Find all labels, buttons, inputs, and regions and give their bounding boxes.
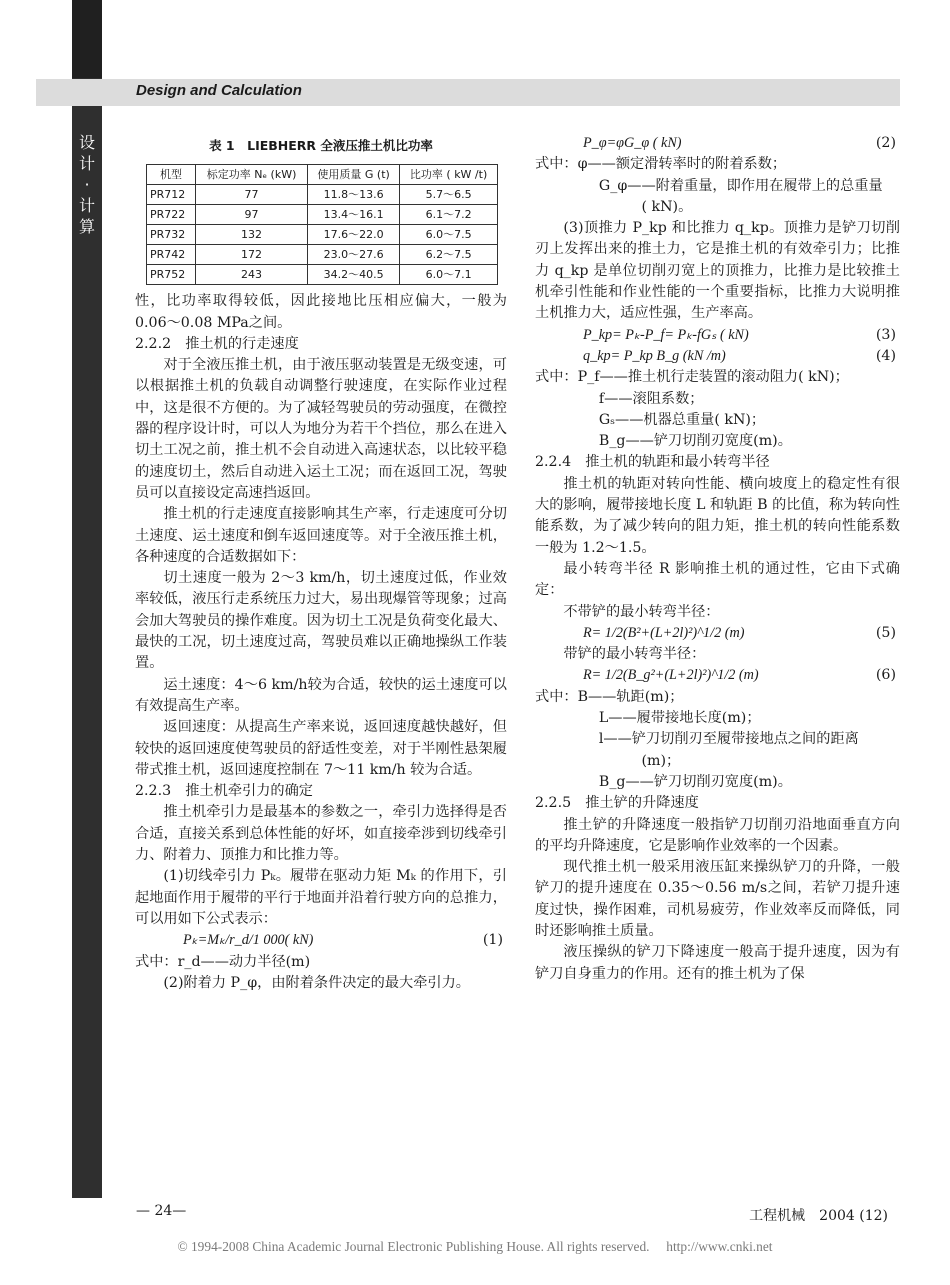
table-caption: 表 1 LIEBHERR 全液压推土机比功率 [209,138,433,153]
definition: l——铲刀切削刃至履带接地点之间的距离 [598,731,859,748]
paragraph: 带铲的最小转弯半径： [563,646,706,663]
table-header: 标定功率 Nₑ (kW) [196,165,308,185]
paragraph: 运土速度：4～6 km/h较为合适，较快的运土速度可以有效提高生产率。 [135,676,507,714]
paragraph: 推土机的轨距对转向性能、横向坡度上的稳定性有很大的影响，履带接地长度 L 和轨距 B 的比值，称为转向性能系数，为了减少转向的阻力矩，推土机的转向性能系数一般为 1.2～1.5。 [535,475,900,556]
table-cell: 34.2～40.5 [308,265,400,285]
equation-number: (4) [875,347,896,364]
table-cell: 132 [196,225,308,245]
section-side-label: 设 计 · 计 算 [78,133,95,236]
paragraph: 推土机的行走速度直接影响其生产率，行走速度可分切土速度、运土速度和倒车返回速度等。对于全液压推土机，各种速度的合适数据如下： [135,506,507,565]
table-cell: PR742 [147,245,196,265]
right-column [535,133,900,985]
paragraph: 液压操纵的铲刀下降速度一般高于提升速度，因为有铲刀自身重力的作用。还有的推土机为了保 [535,944,900,982]
equation-expression: q_kp= P_kp B_g (kN /m) [583,347,726,364]
paragraph: 现代推土机一般采用液压缸来操纵铲刀的升降，一般铲刀的提升速度在 0.35～0.56 m/s之间，若铲刀提升速度过快，操作困难，司机易疲劳，作业效率反而降低，同时还影响推土质量。 [535,859,900,939]
copyright-notice: © 1994-2008 China Academic Journal Electronic Publishing House. All rights reserved. http://www.cnki.net [177,1239,773,1254]
table-cell: 5.7～6.5 [400,185,498,205]
table-cell: 97 [196,205,308,225]
equation [535,325,900,346]
definition: (m)； [641,752,681,769]
table-row [147,245,498,265]
section-heading: 2.2.5 推土铲的升降速度 [535,795,699,812]
table-header-row [147,165,498,185]
page-number: — 24— [136,1203,187,1219]
equation-number: (6) [875,667,896,684]
definition: Gₛ——机器总重量( kN)； [598,411,766,428]
paragraph: (1)切线牵引力 Pₖ。履带在驱动力矩 Mₖ 的作用下，引起地面作用于履带的平行于地面并沿着行驶方向的总推力，可以用如下公式表示： [135,868,507,927]
equation [535,346,900,367]
equation-expression: Pₖ=Mₖ/r_d/1 000( kN) [183,932,314,949]
definition: f——滚阻系数； [598,390,704,407]
definition: 式中：B——轨距(m)； [535,688,684,705]
equation [535,623,900,644]
equation [535,665,900,686]
definition: B_g——铲刀切削刃宽度(m)。 [598,433,792,450]
table-header: 使用质量 G (t) [308,165,400,185]
table-row [147,225,498,245]
paragraph: 返回速度：从提高生产率来说，返回速度越快越好，但较快的返回速度使驾驶员的舒适性变差，对于半刚性悬架履带式推土机，返回速度控制在 7～11 km/h 较为合适。 [135,719,507,778]
equation-expression: P_kp= Pₖ-P_f= Pₖ-fGₛ ( kN) [583,326,749,343]
table-cell: 6.0～7.1 [400,265,498,285]
table-header: 比功率 ( kW /t) [400,165,498,185]
table-cell: 172 [196,245,308,265]
paragraph: 性，比功率取得较低，因此接地比压相应偏大，一般为 0.06～0.08 MPa之间。 [135,293,507,331]
table-cell: 11.8～13.6 [308,185,400,205]
table-cell: PR722 [147,205,196,225]
section-heading: 2.2.3 推土机牵引力的确定 [135,783,313,800]
equation-expression: P_φ=φG_φ ( kN) [583,135,682,151]
definition: 式中：φ——额定滑转率时的附着系数； [535,156,787,173]
table-row [147,185,498,205]
table-header: 机型 [147,165,196,185]
table-cell: PR712 [147,185,196,205]
definition: ( kN)。 [641,198,693,215]
equation-expression: R= 1/2(B²+(L+2l)²)^1/2 (m) [583,624,745,641]
definition: B_g——铲刀切削刃宽度(m)。 [598,773,792,790]
table-row [147,205,498,225]
table-cell: PR752 [147,265,196,285]
definition: 式中：P_f——推土机行走装置的滚动阻力( kN)； [535,369,849,386]
paragraph: 切土速度一般为 2～3 km/h，切土速度过低，作业效率较低，液压行走系统压力过大，易出现爆管等现象；过高会加大驾驶员的操作难度。因为切土工况是负荷变化最大、最快的工况，切土速度过高，驾驶员难以正确地操纵工作装置。 [135,570,507,672]
equation [535,133,900,154]
table-cell: 6.2～7.5 [400,245,498,265]
equation-number: (1) [482,932,503,949]
definition: G_φ——附着重量，即作用在履带上的总重量 [598,177,883,194]
table-cell: 17.6～22.0 [308,225,400,245]
equation-expression: R= 1/2(B_g²+(L+2l)²)^1/2 (m) [583,667,759,684]
paragraph: 最小转弯半径 R 影响推土机的通过性，它由下式确定： [535,560,900,599]
equation [135,930,507,951]
left-column [135,133,507,994]
section-heading: 2.2.4 推土机的轨距和最小转弯半径 [535,454,770,471]
data-table [146,164,498,285]
table-cell: PR732 [147,225,196,245]
equation-number: (2) [875,135,896,151]
table-cell: 243 [196,265,308,285]
paragraph: (3)顶推力 P_kp 和比推力 q_kp。顶推力是铲刀切削刃上发挥出来的推土力，它是推土机的有效牵引力；比推力 q_kp 是单位切削刃宽上的顶推力，比推力是比较推土机牵引性能和作业性能的一个重要指标，比推力大说明推土机推力大，适应性强，生产率高。 [535,220,900,322]
definition: 式中：r_d——动力半径(m) [135,953,311,970]
paragraph: 推土机牵引力是最基本的参数之一，牵引力选择得是否合适，直接关系到总体性能的好坏，如直接牵涉到切线牵引力、附着力、顶推力和比推力等。 [135,804,507,864]
paragraph: 对于全液压推土机，由于液压驱动装置是无级变速，可以根据推土机的负载自动调整行驶速度，在实际作业过程中，这是很不方便的。为了减轻驾驶员的劳动强度，在微控器的程序设计时，可以人为地分为若干个挡位，那么在进入切土工况之前，推土机不会自动进入高速状态，以比较平稳的速度切土，然后自动进入运土工况；而在返回工况，驾驶员可以直接设定高速挡返回。 [135,357,507,501]
table-cell: 77 [196,185,308,205]
table-cell: 23.0～27.6 [308,245,400,265]
section-title: Design and Calculation [136,82,302,99]
equation-number: (5) [875,624,896,641]
equation-number: (3) [875,326,896,343]
side-bar-top [72,0,102,78]
section-heading: 2.2.2 推土机的行走速度 [135,335,299,352]
paragraph: (2)附着力 P_φ，由附着条件决定的最大牵引力。 [163,974,470,991]
paragraph: 推土铲的升降速度一般指铲刀切削刃沿地面垂直方向的平均升降速度，它是影响作业效率的一个因素。 [535,816,900,854]
paragraph: 不带铲的最小转弯半径： [563,603,720,620]
table-cell: 6.1～7.2 [400,205,498,225]
definition: L——履带接地长度(m)； [598,710,761,727]
table-cell: 13.4～16.1 [308,205,400,225]
table-row [147,265,498,285]
table-cell: 6.0～7.5 [400,225,498,245]
journal-issue: 工程机械 2004 (12) [749,1208,888,1224]
